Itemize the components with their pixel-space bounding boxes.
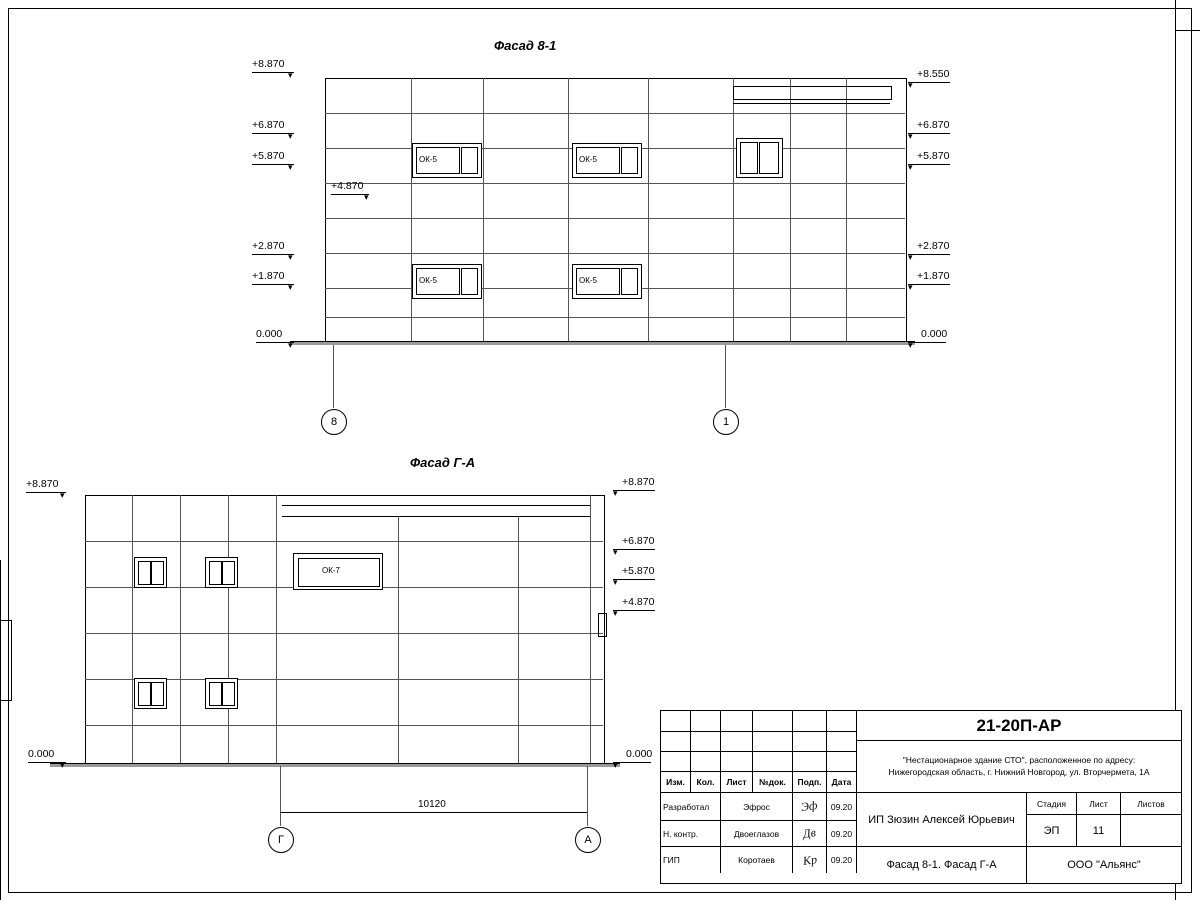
object-description-line-1: "Нестационарное здание СТО", расположенное по адресу: bbox=[902, 754, 1136, 765]
facade-top-vline-5 bbox=[733, 78, 734, 341]
revision-row-line-1 bbox=[661, 731, 857, 732]
title-block bbox=[660, 710, 1182, 884]
axis-bubble-g: Г bbox=[268, 827, 294, 853]
window-label: ОК-5 bbox=[419, 155, 437, 164]
facade-top-canopy-underline bbox=[733, 103, 890, 104]
facade-bottom-window-ok7 bbox=[293, 553, 383, 590]
level-mark: 0.000 bbox=[256, 328, 283, 340]
signature-glyph: Кр bbox=[801, 851, 818, 868]
facade-bottom-side-stub bbox=[598, 613, 607, 637]
level-mark: +6.870 bbox=[622, 535, 655, 547]
revision-col-izm bbox=[661, 711, 691, 771]
sheet-title: Фасад 8-1. Фасад Г-А bbox=[857, 847, 1027, 883]
customer-name: ИП Зюзин Алексей Юрьевич bbox=[857, 793, 1027, 847]
facade-bottom-vline-7 bbox=[590, 495, 591, 763]
level-mark: +8.870 bbox=[622, 476, 655, 488]
axis-bubble-a: А bbox=[575, 827, 601, 853]
level-arrow-icon: ▾ bbox=[288, 131, 293, 141]
facade-top-hline-5 bbox=[325, 253, 905, 254]
level-arrow-icon: ▾ bbox=[613, 547, 618, 557]
level-arrow-icon: ▾ bbox=[288, 70, 293, 80]
level-leader bbox=[613, 762, 651, 763]
axis-bubble-8: 8 bbox=[321, 409, 347, 435]
level-leader bbox=[908, 254, 950, 255]
level-mark: +1.870 bbox=[917, 270, 950, 282]
revision-col-data bbox=[827, 711, 857, 771]
facade-top-vline-3 bbox=[568, 78, 569, 341]
level-arrow-icon: ▾ bbox=[908, 131, 913, 141]
axis-line-right-bottom bbox=[587, 766, 588, 826]
facade-top-hline-3 bbox=[325, 183, 905, 184]
axis-line-left bbox=[333, 345, 334, 408]
window-sash bbox=[151, 682, 164, 706]
level-arrow-icon: ▾ bbox=[288, 252, 293, 262]
frame-right-vertical bbox=[1191, 8, 1192, 892]
signature-glyph: Дв bbox=[802, 825, 817, 841]
level-mark: +6.870 bbox=[917, 119, 950, 131]
frame-inner-right-tab bbox=[1175, 30, 1200, 31]
level-mark: 0.000 bbox=[921, 328, 948, 340]
facade-top-window-3 bbox=[412, 264, 482, 299]
level-mark: +5.870 bbox=[917, 150, 950, 162]
level-leader bbox=[613, 549, 655, 550]
level-leader bbox=[613, 610, 655, 611]
door-leaf bbox=[759, 142, 779, 174]
facade-top-canopy bbox=[733, 86, 892, 100]
facade-top-title: Фасад 8-1 bbox=[494, 38, 557, 53]
level-leader bbox=[908, 82, 950, 83]
window-label: ОК-5 bbox=[419, 276, 437, 285]
frame-left-vertical bbox=[8, 8, 9, 892]
stamp-name-3: Коротаев bbox=[721, 847, 793, 873]
revision-col-podp bbox=[793, 711, 827, 771]
dimension-line bbox=[280, 812, 587, 813]
level-leader bbox=[908, 342, 946, 343]
level-mark: +5.870 bbox=[252, 150, 285, 162]
sheets-header: Листов bbox=[1121, 793, 1181, 815]
window-sash bbox=[461, 147, 478, 174]
sheets-value bbox=[1121, 815, 1181, 847]
level-mark: 0.000 bbox=[28, 748, 55, 760]
object-description-line-2: Нижегородская область, г. Нижний Новгород, ул. Вторчермета, 1А bbox=[888, 766, 1150, 777]
stamp-name-2: Двоеглазов bbox=[721, 821, 793, 847]
level-leader bbox=[908, 284, 950, 285]
level-leader bbox=[908, 133, 950, 134]
window-sash bbox=[222, 561, 235, 585]
axis-line-right bbox=[725, 345, 726, 408]
stamp-signature-1 bbox=[793, 793, 827, 821]
stamp-header-ndok: №док. bbox=[753, 771, 793, 793]
level-leader bbox=[613, 490, 655, 491]
facade-top-hline-1 bbox=[325, 113, 905, 114]
facade-top-window-4 bbox=[572, 264, 642, 299]
level-leader bbox=[613, 579, 655, 580]
level-mark: +2.870 bbox=[252, 240, 285, 252]
facade-top-window-2 bbox=[572, 143, 642, 178]
facade-bottom-vline-1 bbox=[132, 495, 133, 763]
frame-inner-left-vertical bbox=[0, 560, 1, 900]
dimension-value: 10120 bbox=[418, 799, 446, 810]
stamp-role-2: Н. контр. bbox=[661, 821, 721, 847]
level-mark: +4.870 bbox=[331, 180, 364, 192]
revision-row-line-2 bbox=[661, 751, 857, 752]
level-mark: +8.550 bbox=[917, 68, 950, 80]
drawing-number: 21-20П-АР bbox=[857, 711, 1181, 741]
window-sash bbox=[209, 682, 222, 706]
frame-left-tab-2 bbox=[0, 700, 12, 701]
level-arrow-icon: ▾ bbox=[60, 760, 65, 770]
level-arrow-icon: ▾ bbox=[613, 488, 618, 498]
stamp-date-2: 09.20 bbox=[827, 821, 857, 847]
window-sash bbox=[461, 268, 478, 295]
level-mark: +1.870 bbox=[252, 270, 285, 282]
level-mark: +8.870 bbox=[26, 478, 59, 490]
facade-bottom-window-4 bbox=[205, 678, 238, 709]
window-sash bbox=[209, 561, 222, 585]
facade-top-vline-2 bbox=[483, 78, 484, 341]
axis-bubble-1: 1 bbox=[713, 409, 739, 435]
level-arrow-icon: ▾ bbox=[908, 80, 913, 90]
level-arrow-icon: ▾ bbox=[613, 608, 618, 618]
level-mark: +5.870 bbox=[622, 565, 655, 577]
frame-top-horizontal bbox=[8, 8, 1192, 9]
facade-top-vline-1 bbox=[411, 78, 412, 341]
facade-top-window-1 bbox=[412, 143, 482, 178]
facade-bottom-parapet-bot bbox=[282, 516, 590, 517]
level-arrow-icon: ▾ bbox=[908, 252, 913, 262]
window-sash bbox=[151, 561, 164, 585]
stamp-header-izm: Изм. bbox=[661, 771, 691, 793]
facade-top-ground-hatch bbox=[290, 342, 915, 345]
level-leader bbox=[908, 164, 950, 165]
window-sash bbox=[138, 561, 151, 585]
level-arrow-icon: ▾ bbox=[364, 192, 369, 202]
facade-bottom-parapet-mid bbox=[282, 505, 590, 506]
facade-bottom-vline-3 bbox=[228, 495, 229, 763]
revision-col-kol bbox=[691, 711, 721, 771]
window-label: ОК-5 bbox=[579, 276, 597, 285]
level-arrow-icon: ▾ bbox=[288, 162, 293, 172]
facade-top-hline-7 bbox=[325, 317, 905, 318]
stage-value: ЭП bbox=[1027, 815, 1077, 847]
stage-header: Стадия bbox=[1027, 793, 1077, 815]
organization-name: ООО "Альянс" bbox=[1067, 859, 1141, 871]
level-mark: +6.870 bbox=[252, 119, 285, 131]
window-sash bbox=[222, 682, 235, 706]
window-label: ОК-7 bbox=[322, 566, 340, 575]
level-mark: 0.000 bbox=[626, 748, 653, 760]
level-arrow-icon: ▾ bbox=[908, 340, 913, 350]
level-mark: +2.870 bbox=[917, 240, 950, 252]
facade-bottom-parapet-top bbox=[276, 495, 603, 496]
stamp-name-1: Эфрос bbox=[721, 793, 793, 821]
list-value: 11 bbox=[1077, 815, 1121, 847]
facade-bottom-ground-hatch bbox=[50, 760, 620, 770]
stamp-signature-3 bbox=[793, 847, 827, 873]
frame-bottom-horizontal bbox=[8, 892, 1192, 893]
stamp-header-list: Лист bbox=[721, 771, 753, 793]
level-arrow-icon: ▾ bbox=[613, 577, 618, 587]
stamp-date-1: 09.20 bbox=[827, 793, 857, 821]
facade-bottom-hline-3 bbox=[85, 633, 603, 634]
level-arrow-icon: ▾ bbox=[908, 282, 913, 292]
stamp-header-kol: Кол. bbox=[691, 771, 721, 793]
facade-bottom-hline-5 bbox=[85, 725, 603, 726]
stamp-date-3: 09.20 bbox=[827, 847, 857, 873]
frame-left-tab-vertical bbox=[11, 620, 12, 700]
window-sash bbox=[621, 147, 638, 174]
facade-bottom-vline-4 bbox=[276, 495, 277, 763]
window-sash bbox=[621, 268, 638, 295]
facade-bottom-title: Фасад Г-А bbox=[410, 455, 476, 470]
stamp-role-3: ГИП bbox=[661, 847, 721, 873]
facade-bottom-window-3 bbox=[134, 678, 167, 709]
facade-top-door bbox=[736, 138, 783, 178]
facade-top-vline-7 bbox=[846, 78, 847, 341]
stamp-signature-2 bbox=[793, 821, 827, 847]
revision-col-list bbox=[721, 711, 753, 771]
signature-glyph: Эф bbox=[800, 797, 819, 815]
facade-top-vline-4 bbox=[648, 78, 649, 341]
axis-line-left-bottom bbox=[280, 766, 281, 826]
window-sash bbox=[138, 682, 151, 706]
facade-bottom-window-2 bbox=[205, 557, 238, 588]
stamp-role-1: Разработал bbox=[661, 793, 721, 821]
object-description bbox=[857, 741, 1181, 793]
level-mark: +8.870 bbox=[252, 58, 285, 70]
facade-bottom-window-1 bbox=[134, 557, 167, 588]
window-label: ОК-5 bbox=[579, 155, 597, 164]
level-arrow-icon: ▾ bbox=[613, 760, 618, 770]
level-arrow-icon: ▾ bbox=[60, 490, 65, 500]
facade-bottom-vline-2 bbox=[180, 495, 181, 763]
revision-col-ndok bbox=[753, 711, 793, 771]
door-leaf bbox=[740, 142, 758, 174]
facade-top-vline-6 bbox=[790, 78, 791, 341]
stamp-header-podp: Подп. bbox=[793, 771, 827, 793]
list-header: Лист bbox=[1077, 793, 1121, 815]
facade-top-body bbox=[325, 78, 907, 343]
facade-bottom-hline-1 bbox=[85, 541, 603, 542]
level-arrow-icon: ▾ bbox=[288, 282, 293, 292]
level-arrow-icon: ▾ bbox=[908, 162, 913, 172]
facade-top-hline-4 bbox=[325, 218, 905, 219]
level-arrow-icon: ▾ bbox=[288, 340, 293, 350]
stamp-header-data: Дата bbox=[827, 771, 857, 793]
level-mark: +4.870 bbox=[622, 596, 655, 608]
